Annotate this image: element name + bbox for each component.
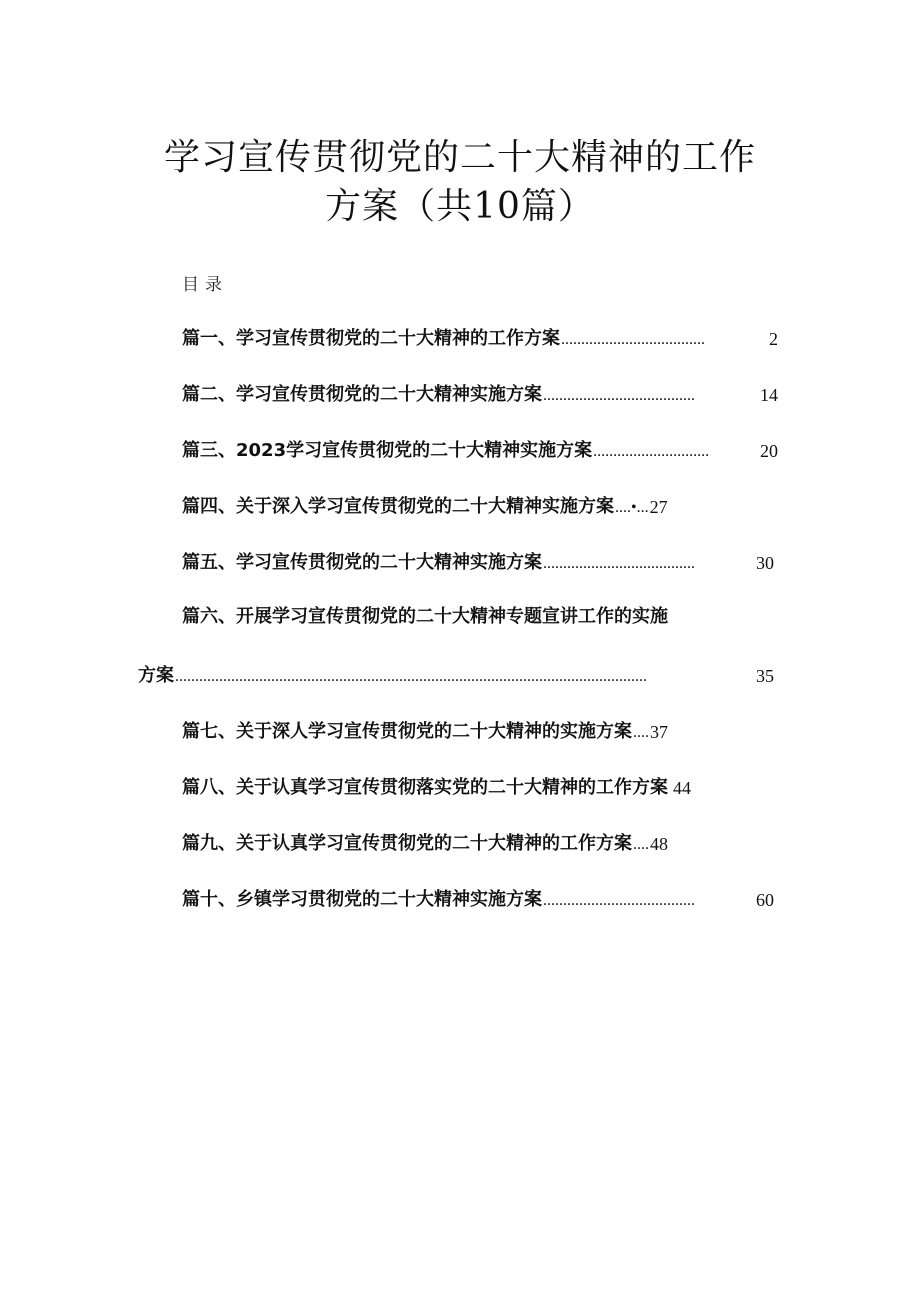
toc-entry-page: 14 — [760, 385, 778, 405]
document-title-line1: 学习宣传贯彻党的二十大精神的工作 — [163, 137, 756, 178]
toc-entry-leader: .... — [633, 837, 649, 853]
toc-entry-label: 篇八、关于认真学习宣传贯彻落实党的二十大精神的工作方案 — [182, 777, 668, 798]
toc-entry-page: 35 — [756, 666, 774, 686]
toc-entry[interactable] — [182, 884, 774, 912]
toc-entry-page: 60 — [756, 890, 774, 910]
toc-entry-label: 篇十、乡镇学习贯彻党的二十大精神实施方案 — [182, 889, 542, 910]
toc-entry-label: 篇五、学习宣传贯彻党的二十大精神实施方案 — [182, 552, 542, 573]
toc-entry[interactable] — [182, 379, 778, 407]
toc-entry[interactable] — [182, 435, 778, 463]
toc-entry-leader: ....•... — [615, 500, 649, 516]
toc-entry-leader: ...................................................................................................................... — [175, 669, 647, 685]
toc-entry-page: 27 — [649, 497, 668, 517]
toc-entry-label-line2: 方案 — [138, 665, 174, 686]
toc-entry[interactable] — [182, 491, 782, 519]
toc-entry-page: 30 — [756, 553, 774, 573]
toc-entry-leader: ...................................... — [543, 893, 695, 909]
toc-entry-label: 篇三、2023学习宣传贯彻党的二十大精神实施方案 — [182, 440, 593, 461]
document-title-line2: 方案（共10篇） — [325, 186, 595, 227]
toc-entry-label-line1[interactable]: 篇六、开展学习宣传贯彻党的二十大精神专题宣讲工作的实施 — [182, 606, 668, 627]
toc-entry-page: 48 — [650, 834, 668, 854]
toc-entry-page: 20 — [760, 441, 778, 461]
toc-entry-leader: ...................................... — [543, 388, 695, 404]
toc-entry-leader: ............................. — [593, 444, 710, 460]
toc-entry-label: 篇四、关于深入学习宣传贯彻党的二十大精神实施方案 — [182, 496, 614, 517]
toc-entry-page: 44 — [673, 778, 691, 798]
toc-entry-label: 篇一、学习宣传贯彻党的二十大精神的工作方案 — [182, 328, 560, 349]
toc-entry[interactable] — [182, 547, 774, 575]
toc-entry-label: 篇二、学习宣传贯彻党的二十大精神实施方案 — [182, 384, 542, 405]
toc-entry[interactable] — [182, 772, 762, 800]
toc-entry-page: 37 — [650, 722, 668, 742]
toc-entry[interactable] — [138, 660, 774, 688]
toc-entry-leader: .... — [633, 725, 649, 741]
toc-entry-page: 2 — [769, 329, 778, 349]
toc-entry-label: 篇七、关于深人学习宣传贯彻党的二十大精神的实施方案 — [182, 721, 632, 742]
toc-entry-leader: .................................... — [561, 332, 705, 348]
toc-entry[interactable] — [182, 323, 778, 351]
toc-entry[interactable] — [182, 828, 742, 856]
toc-heading: 目录 — [182, 275, 228, 295]
toc-entry[interactable] — [182, 716, 742, 744]
toc-entry-label: 篇九、关于认真学习宣传贯彻党的二十大精神的工作方案 — [182, 833, 632, 854]
toc-entry-leader: ...................................... — [543, 556, 695, 572]
